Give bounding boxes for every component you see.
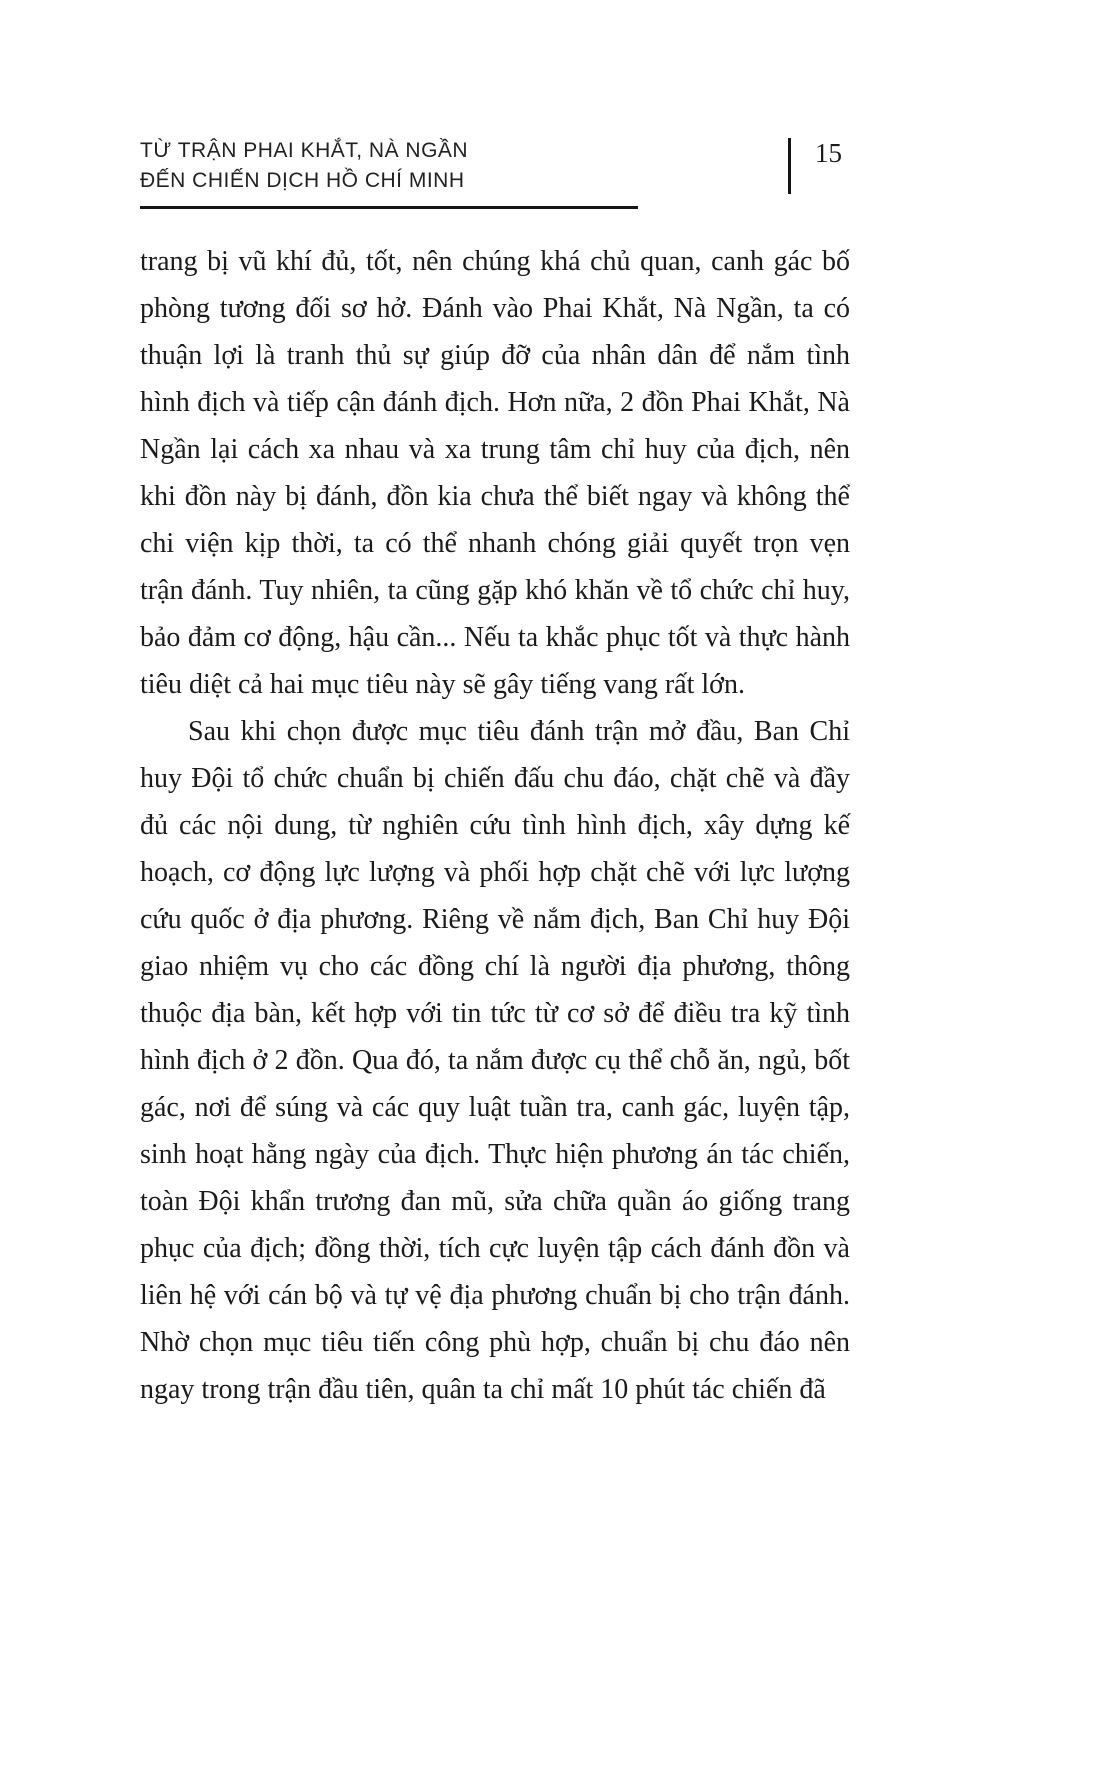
page-number-block: [788, 138, 842, 194]
page-header: [140, 136, 852, 216]
running-title-line2: ĐẾN CHIẾN DỊCH HỒ CHÍ MINH: [140, 169, 465, 192]
body-paragraph-1: trang bị vũ khí đủ, tốt, nên chúng khá chủ quan, canh gác bố phòng tương đối sơ hở. Đánh vào Phai Khắt, Nà Ngần, ta có thuận lợi là tranh thủ sự giúp đỡ của nhân dân để nắm tình hình địch và tiếp cận đánh địch. Hơn nữa, 2 đồn Phai Khắt, Nà Ngần lại cách xa nhau và xa trung tâm chỉ huy của địch, nên khi đồn này bị đánh, đồn kia chưa thể biết ngay và không thể chi viện kịp thời, ta có thể nhanh chóng giải quyết trọn vẹn trận đánh. Tuy nhiên, ta cũng gặp khó khăn về tổ chức chỉ huy, bảo đảm cơ động, hậu cần... Nếu ta khắc phục tốt và thực hành tiêu diệt cả hai mục tiêu này sẽ gây tiếng vang rất lớn.: [140, 246, 850, 700]
page-number: 15: [815, 138, 842, 168]
page-number-divider: [788, 138, 791, 194]
running-title: [140, 136, 852, 196]
body-paragraph-2: Sau khi chọn được mục tiêu đánh trận mở đầu, Ban Chỉ huy Đội tổ chức chuẩn bị chiến đấu chu đáo, chặt chẽ và đầy đủ các nội dung, từ nghiên cứu tình hình địch, xây dựng kế hoạch, cơ động lực lượng và phối hợp chặt chẽ với lực lượng cứu quốc ở địa phương. Riêng về nắm địch, Ban Chỉ huy Đội giao nhiệm vụ cho các đồng chí là người địa phương, thông thuộc địa bàn, kết hợp với tin tức từ cơ sở để điều tra kỹ tình hình địch ở 2 đồn. Qua đó, ta nắm được cụ thể chỗ ăn, ngủ, bốt gác, nơi để súng và các quy luật tuần tra, canh gác, luyện tập, sinh hoạt hằng ngày của địch. Thực hiện phương án tác chiến, toàn Đội khẩn trương đan mũ, sửa chữa quần áo giống trang phục của địch; đồng thời, tích cực luyện tập cách đánh đồn và liên hệ với cán bộ và tự vệ địa phương chuẩn bị cho trận đánh. Nhờ chọn mục tiêu tiến công phù hợp, chuẩn bị chu đáo nên ngay trong trận đầu tiên, quân ta chỉ mất 10 phút tác chiến đã: [140, 716, 850, 1405]
running-title-line1: TỪ TRẬN PHAI KHẮT, NÀ NGẦN: [140, 139, 469, 162]
page-body: [140, 238, 850, 1413]
header-rule: [140, 206, 638, 209]
